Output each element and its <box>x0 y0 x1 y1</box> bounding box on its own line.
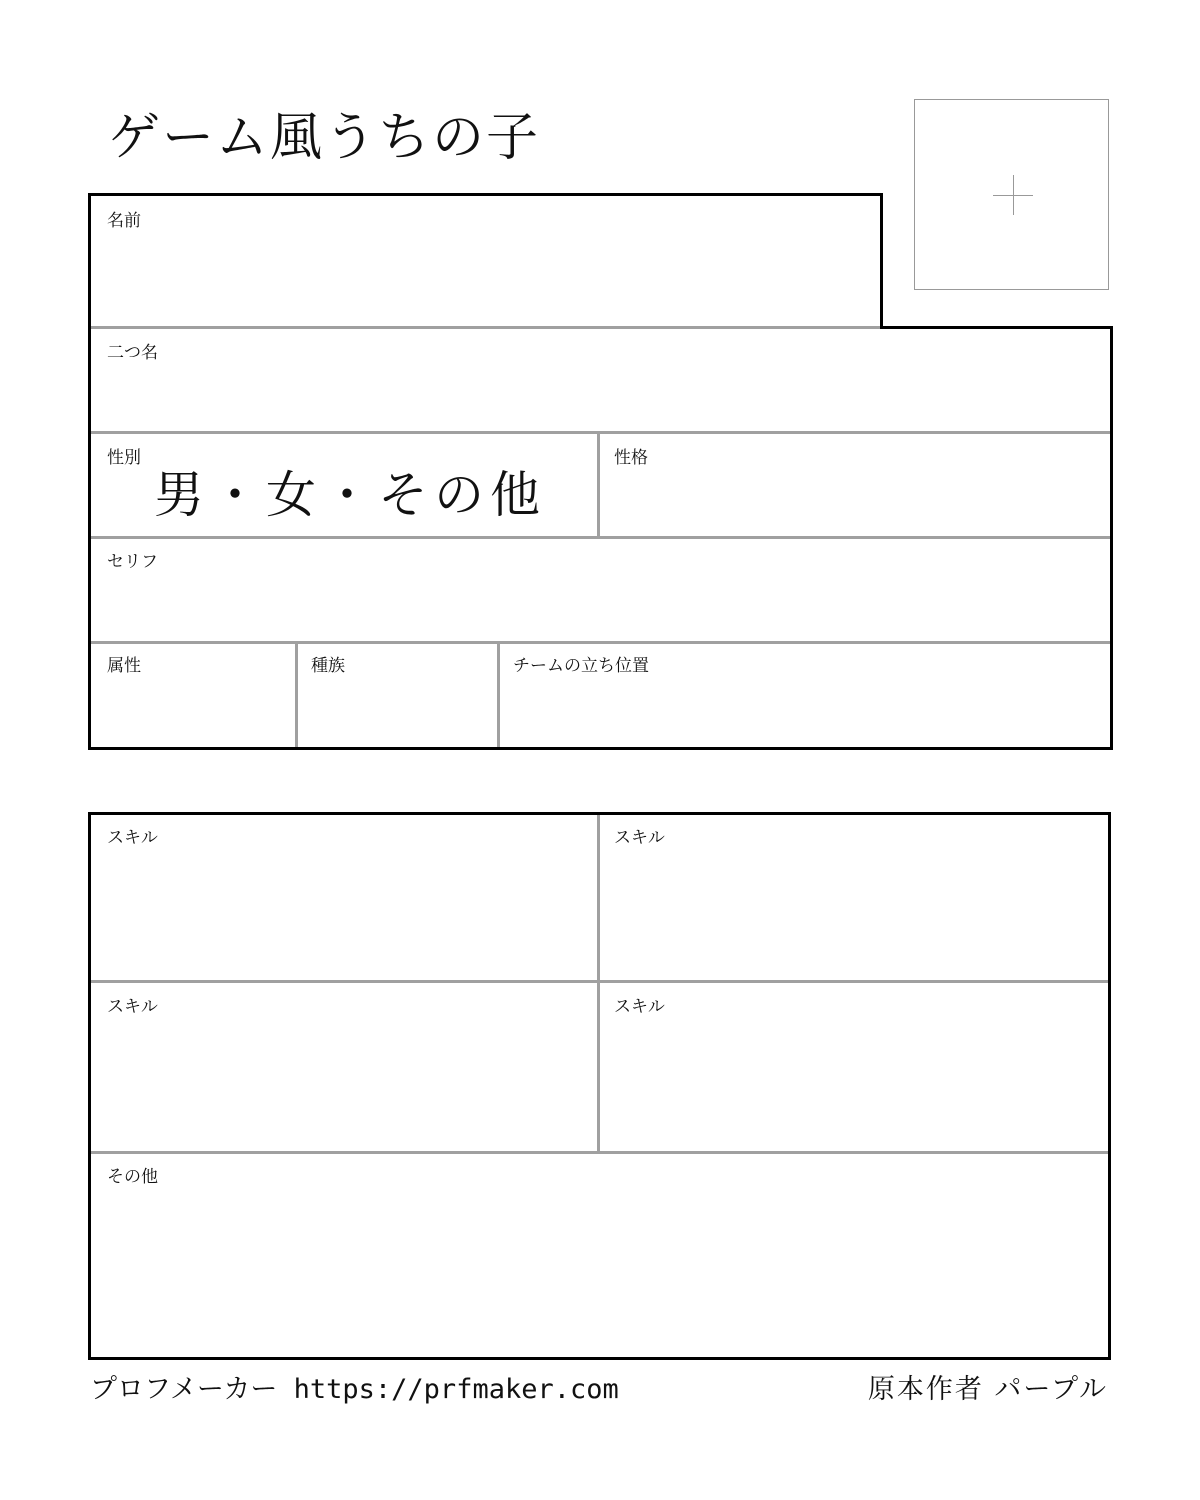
attribute-field[interactable]: 属性 <box>107 656 141 676</box>
footer-site-credit: プロフメーカー https://prfmaker.com <box>90 1374 619 1405</box>
gender-field[interactable]: 性別 <box>107 448 141 468</box>
race-field[interactable]: 種族 <box>311 656 345 676</box>
skill-field-2[interactable]: スキル <box>614 828 665 848</box>
photo-upload-box[interactable] <box>914 99 1109 290</box>
other-field[interactable]: その他 <box>107 1167 158 1187</box>
sheet-title: ゲーム風うちの子 <box>108 108 541 168</box>
gender-choices[interactable]: 男・女・その他 <box>154 466 546 524</box>
team-position-field[interactable]: チームの立ち位置 <box>513 656 649 676</box>
skill-field-3[interactable]: スキル <box>107 997 158 1017</box>
line-field[interactable]: セリフ <box>107 552 158 572</box>
skill-field-1[interactable]: スキル <box>107 828 158 848</box>
footer-author-credit: 原本作者 パープル <box>867 1374 1108 1405</box>
epithet-field[interactable]: 二つ名 <box>107 343 158 363</box>
name-field[interactable]: 名前 <box>107 211 141 231</box>
personality-field[interactable]: 性格 <box>614 448 648 468</box>
skill-field-4[interactable]: スキル <box>614 997 665 1017</box>
